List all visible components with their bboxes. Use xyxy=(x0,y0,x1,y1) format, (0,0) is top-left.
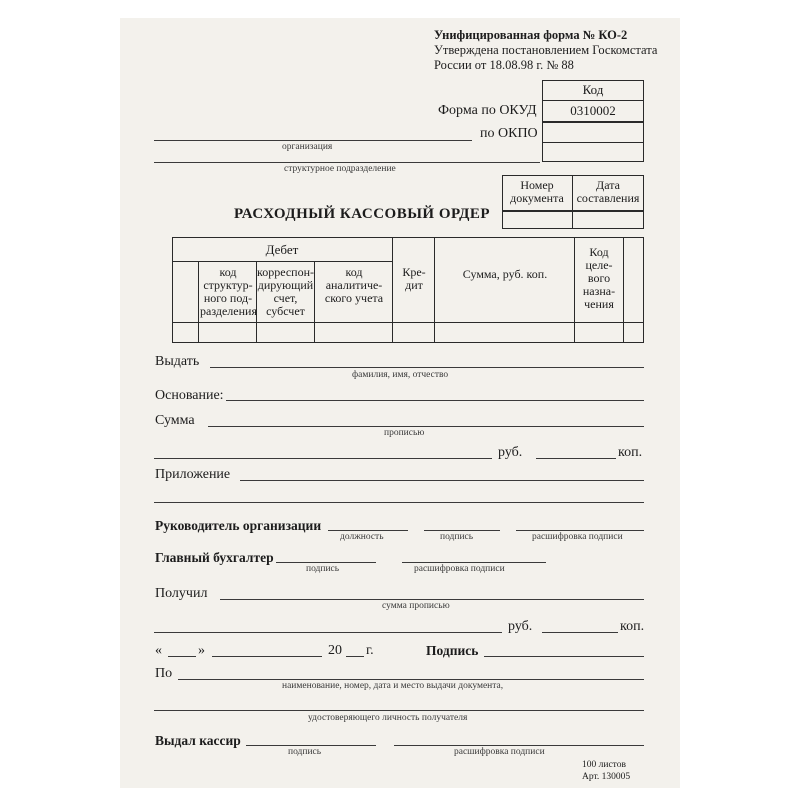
okpo-label: по ОКПО xyxy=(480,126,538,141)
date-day-field[interactable] xyxy=(168,656,196,657)
head-position-field[interactable] xyxy=(328,530,408,531)
by-document-label: По xyxy=(155,666,173,681)
basis-label: Основание: xyxy=(155,388,224,403)
position-caption: должность xyxy=(340,532,384,542)
attachment-label: Приложение xyxy=(155,467,231,482)
col-corr-account: корреспон-дирующий счет, субсчет xyxy=(257,265,315,318)
received-kop-label: коп. xyxy=(620,619,645,634)
okud-value: 0310002 xyxy=(570,103,616,118)
debit-header: Дебет xyxy=(265,242,299,257)
attachment-field-2[interactable] xyxy=(154,502,644,503)
document-sheet xyxy=(120,18,680,788)
id-document-field-2[interactable] xyxy=(154,710,644,711)
chief-decode-field[interactable] xyxy=(402,562,546,563)
attachment-field[interactable] xyxy=(240,480,644,481)
issue-to-field[interactable] xyxy=(210,367,644,368)
issue-to-label: Выдать xyxy=(155,354,200,369)
organization-caption: организация xyxy=(282,142,333,152)
date-close-quote: » xyxy=(198,643,205,658)
head-decode-field[interactable] xyxy=(516,530,644,531)
date-month-field[interactable] xyxy=(212,656,322,657)
chief-signature-field[interactable] xyxy=(276,562,376,563)
subdivision-field[interactable] xyxy=(154,162,540,163)
chief-accountant-label: Главный бухгалтер xyxy=(155,550,274,565)
received-label: Получил xyxy=(155,586,208,601)
document-title: РАСХОДНЫЙ КАССОВЫЙ ОРДЕР xyxy=(234,206,491,222)
fio-caption: фамилия, имя, отчество xyxy=(352,370,449,380)
year-label: 20 xyxy=(328,643,342,658)
head-signature-caption: подпись xyxy=(440,532,474,542)
signature-field[interactable] xyxy=(484,656,644,657)
head-decode-caption: расшифровка подписи xyxy=(532,532,623,542)
chief-signature-caption: подпись xyxy=(306,564,340,574)
signature-label: Подпись xyxy=(426,643,479,658)
cashier-decode-caption: расшифровка подписи xyxy=(454,747,545,757)
basis-field[interactable] xyxy=(226,400,644,401)
rub-label: руб. xyxy=(498,445,523,460)
kop-field[interactable] xyxy=(536,458,616,459)
form-code-line: Унифицированная форма № КО-2 xyxy=(434,28,628,42)
id-caption: удостоверяющего личность получателя xyxy=(308,713,468,723)
in-words-caption: прописью xyxy=(384,428,425,438)
sum-words-field[interactable] xyxy=(208,426,644,427)
chief-decode-caption: расшифровка подписи xyxy=(414,564,505,574)
head-org-label: Руководитель организации xyxy=(155,518,322,533)
sum-header: Сумма, руб. коп. xyxy=(462,267,548,281)
year-g-label: г. xyxy=(366,643,374,658)
code-header: Код xyxy=(582,82,604,97)
subdivision-caption: структурное подразделение xyxy=(284,164,396,174)
received-sum-field[interactable] xyxy=(220,599,644,600)
decree-line: России от 18.08.98 г. № 88 xyxy=(434,58,574,72)
approved-line: Утверждена постановлением Госкомстата xyxy=(434,43,658,57)
received-rub-label: руб. xyxy=(508,619,533,634)
cashier-decode-field[interactable] xyxy=(394,745,644,746)
year-field[interactable] xyxy=(346,656,364,657)
cashier-signature-caption: подпись xyxy=(288,747,322,757)
sheet-count: 100 листов xyxy=(582,760,626,770)
doc-number-label: Номер документа xyxy=(510,178,564,205)
credit-header: Кре-дит xyxy=(402,265,426,292)
id-document-field[interactable] xyxy=(178,679,644,680)
doc-caption: наименование, номер, дата и место выдачи документа, xyxy=(282,681,504,691)
doc-date-label: Дата составления xyxy=(576,178,640,205)
received-sum-field-2[interactable] xyxy=(154,632,502,633)
cashier-signature-field[interactable] xyxy=(246,745,376,746)
received-kop-field[interactable] xyxy=(542,632,618,633)
col-struct-code: код структур-ного под-разделения xyxy=(200,265,257,318)
cashier-label: Выдал кассир xyxy=(155,733,241,748)
sum-in-words-caption: сумма прописью xyxy=(382,601,450,611)
target-code-header: Код целе-вого назна-чения xyxy=(582,245,616,311)
organization-field[interactable] xyxy=(154,140,472,141)
sum-words-field-2[interactable] xyxy=(154,458,492,459)
sum-label: Сумма xyxy=(155,413,195,428)
okud-label: Форма по ОКУД xyxy=(438,103,537,118)
col-analytic-code: код аналитиче-ского учета xyxy=(324,265,384,305)
article-number: Арт. 130005 xyxy=(582,772,631,782)
kop-label: коп. xyxy=(618,445,643,460)
date-open-quote: « xyxy=(155,643,162,658)
head-signature-field[interactable] xyxy=(424,530,500,531)
